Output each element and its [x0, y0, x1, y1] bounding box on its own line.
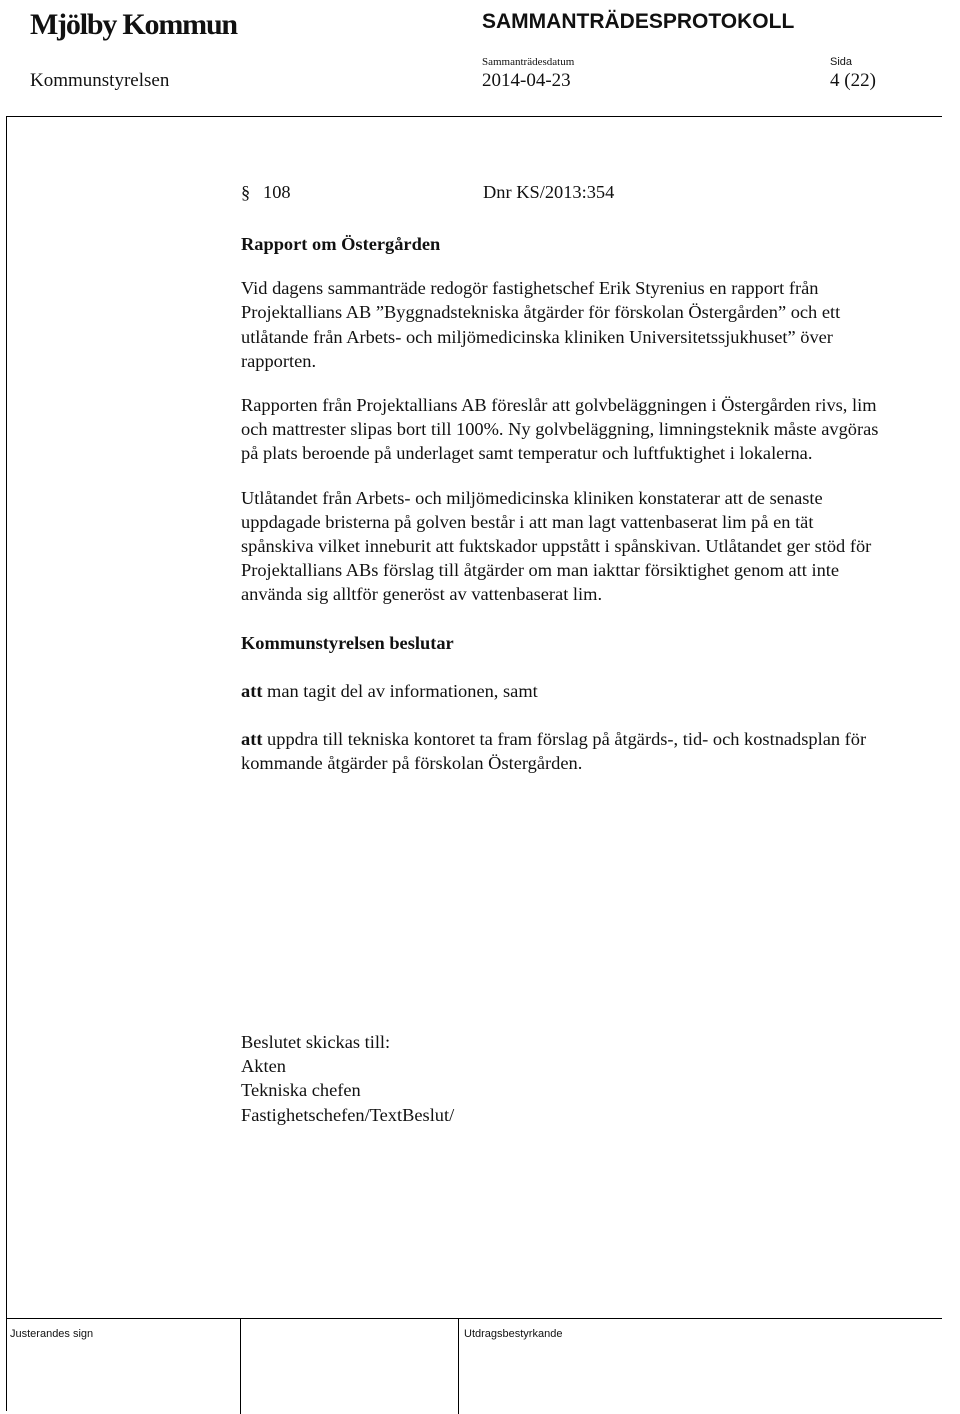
organization-name: Mjölby Kommun: [30, 8, 237, 41]
footer-separator-2: [458, 1318, 459, 1414]
decision-text: uppdra till tekniska kontoret ta fram förslag på åtgärds-, tid- och kostnadsplan för kommande åtgärder på förskolan Östergården.: [241, 729, 867, 774]
decision-keyword: att: [241, 680, 263, 701]
date-label: Sammanträdesdatum: [482, 56, 575, 68]
section-title: Rapport om Östergården: [241, 234, 441, 254]
footer-separator-1: [240, 1318, 241, 1414]
decision-keyword: att: [241, 729, 263, 750]
body-paragraph: Rapporten från Projektallians AB föreslår att golvbeläggningen i Östergården rivs, lim och mattrester slipas bort till 100%. Ny golvbeläggning, limningsteknik måste avgöras på plats beroende på underlaget samt temperatur och luftfuktighet i lokalerna.: [241, 395, 879, 464]
header-divider: [6, 116, 942, 117]
document-type: SAMMANTRÄDESPROTOKOLL: [482, 10, 795, 33]
decision-text: man tagit del av informationen, samt: [262, 680, 538, 701]
recipient: Akten: [241, 1056, 286, 1077]
meeting-date: 2014-04-23: [482, 70, 571, 91]
page-label: Sida: [830, 56, 853, 68]
body-paragraph: Vid dagens sammanträde redogör fastighetschef Erik Styrenius en rapport från Projektallians AB ”Byggnadstekniska åtgärder för förskolan Östergården” och ett utlåtande från Arbets- och miljömedicinska kliniken Universitetssjukhuset” över rapporten.: [241, 278, 841, 371]
recipient: Fastighetschefen/TextBeslut/: [241, 1104, 455, 1125]
decision-heading: Kommunstyrelsen beslutar: [241, 632, 454, 653]
distribution-heading: Beslutet skickas till:: [241, 1032, 391, 1052]
recipient: Tekniska chefen: [241, 1080, 361, 1101]
case-number: Dnr KS/2013:354: [483, 182, 615, 202]
paragraph-sign: §: [241, 182, 251, 202]
committee-name: Kommunstyrelsen: [30, 70, 170, 91]
protocol-section: [241, 180, 881, 775]
decision-item: [241, 727, 881, 775]
footer-divider: [6, 1318, 942, 1319]
signature-field-label: Justerandes sign: [10, 1328, 94, 1340]
decision-item: [241, 679, 881, 703]
distribution-list: [241, 1030, 454, 1127]
section-header-row: [241, 180, 881, 212]
certification-field-label: Utdragsbestyrkande: [464, 1328, 563, 1340]
body-paragraph: Utlåtandet från Arbets- och miljömedicinska kliniken konstaterar att de senaste uppdagade bristerna på golven består i att man lagt vattenbaserat lim på en tät spånskiva vilket inneburit att fuktskador uppstått i spånskivan. Utlåtandet ger stöd för Projektallians ABs förslag till åtgärder om man iakttar försiktighet genom att inte använda sig alltför generöst av vattenbaserat lim.: [241, 487, 872, 605]
page-number: 4 (22): [830, 70, 876, 91]
left-margin-line: [6, 116, 7, 1411]
section-number: 108: [263, 182, 291, 202]
